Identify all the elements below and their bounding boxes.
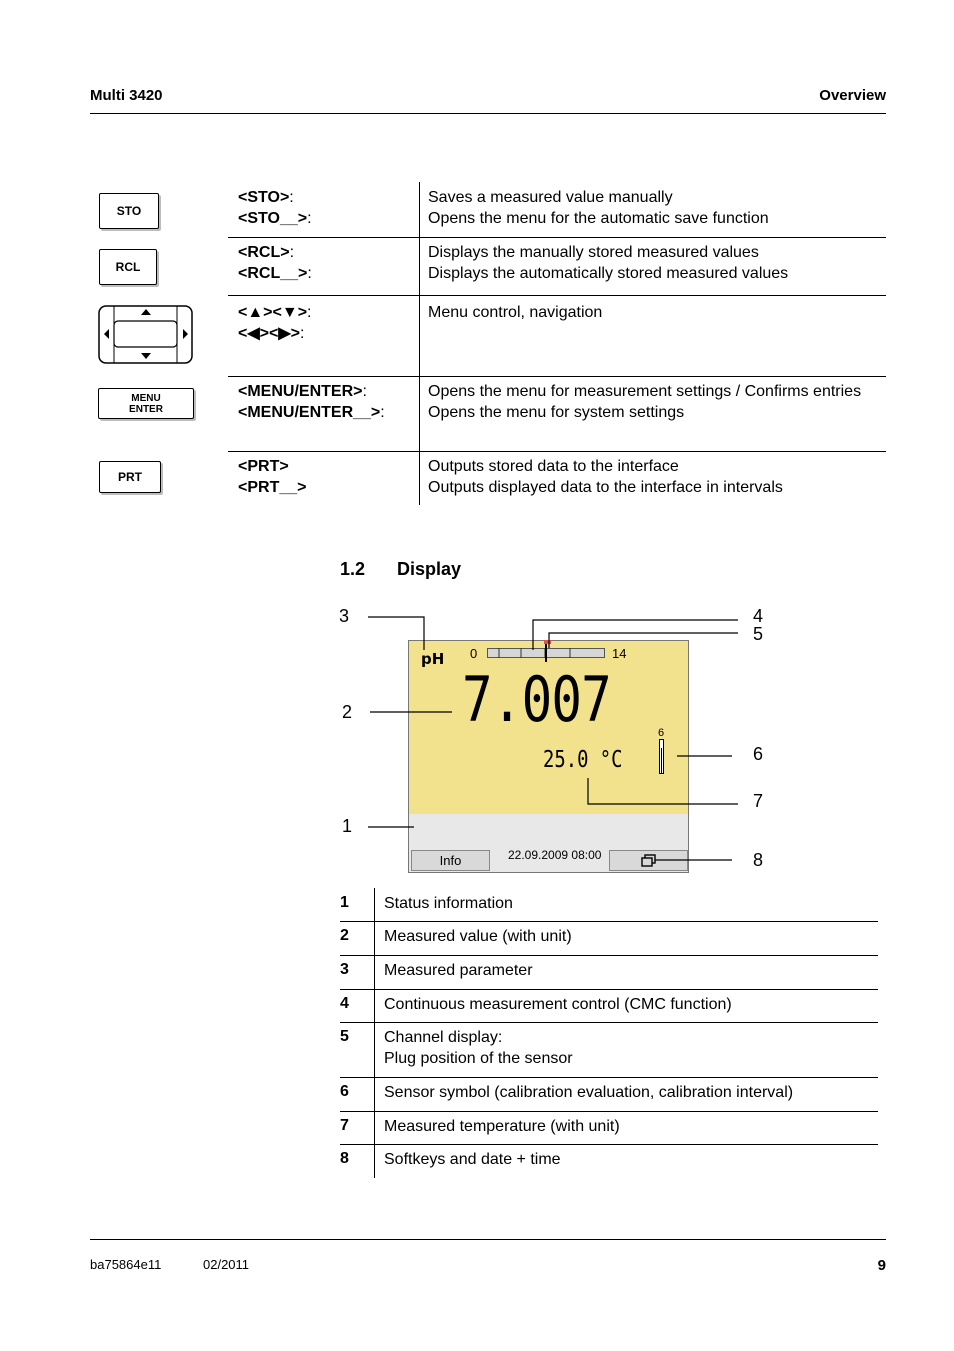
legend-row-divider bbox=[340, 1022, 878, 1023]
legend-row-divider bbox=[340, 1111, 878, 1112]
command-name: <MENU/ENTER__> bbox=[238, 404, 381, 421]
legend-number: 7 bbox=[340, 1117, 349, 1134]
command-name: <RCL__> bbox=[238, 265, 308, 282]
command-name: <RCL> bbox=[238, 244, 290, 261]
legend-number: 8 bbox=[340, 1150, 349, 1167]
description-line: Opens the menu for the automatic save function bbox=[428, 210, 769, 227]
command-suffix: : bbox=[289, 189, 294, 206]
description-line: Displays the automatically stored measured values bbox=[428, 265, 789, 282]
legend-text bbox=[384, 1027, 573, 1069]
description-line: Displays the manually stored measured values bbox=[428, 244, 759, 261]
legend-text: Sensor symbol (calibration evaluation, calibration interval) bbox=[384, 1084, 794, 1101]
command-name: <PRT> bbox=[238, 458, 289, 475]
header-section-title: Overview bbox=[819, 87, 886, 104]
callout-number: 5 bbox=[753, 624, 764, 644]
scale-min: 0 bbox=[470, 646, 478, 661]
legend-number: 4 bbox=[340, 995, 349, 1012]
description-line: Saves a measured value manually bbox=[428, 189, 673, 206]
callout-number: 3 bbox=[339, 606, 350, 626]
callout-number: 6 bbox=[753, 744, 764, 764]
description-line: Menu control, navigation bbox=[428, 304, 603, 321]
legend-text: Status information bbox=[384, 895, 513, 912]
legend-text: Measured value (with unit) bbox=[384, 928, 572, 945]
date-time: 22.09.2009 08:00 bbox=[508, 848, 602, 862]
command-suffix: : bbox=[299, 325, 305, 342]
command-name: <◀><▶> bbox=[238, 325, 300, 342]
footer-date: 02/2011 bbox=[203, 1257, 250, 1272]
measured-value: 7.007 bbox=[462, 663, 611, 736]
command-suffix: : bbox=[362, 383, 367, 400]
rcl-key-label: RCL bbox=[115, 260, 141, 274]
command-name: <STO> bbox=[238, 189, 290, 206]
section-title: Display bbox=[397, 559, 462, 579]
legend-text-line: Plug position of the sensor bbox=[384, 1050, 573, 1067]
command-suffix: : bbox=[289, 244, 295, 261]
sensor-mark: 6 bbox=[658, 727, 665, 739]
command-name: <STO__> bbox=[238, 210, 308, 227]
command-name: <MENU/ENTER> bbox=[238, 383, 363, 400]
page-number: 9 bbox=[877, 1257, 886, 1274]
command-suffix: : bbox=[307, 265, 312, 282]
footer-doc-id: ba75864e11 bbox=[90, 1257, 162, 1272]
legend-row-divider bbox=[340, 955, 878, 956]
callout-number: 4 bbox=[753, 606, 764, 626]
legend-text: Continuous measurement control (CMC function) bbox=[384, 996, 732, 1013]
description-line: Opens the menu for system settings bbox=[428, 404, 685, 421]
menu-key-label: MENU bbox=[131, 392, 161, 404]
command-name: <▲><▼> bbox=[238, 304, 308, 321]
callout-number: 8 bbox=[753, 850, 764, 870]
legend-column-divider bbox=[374, 888, 375, 1178]
command-suffix: : bbox=[307, 210, 312, 227]
legend-text: Softkeys and date + time bbox=[384, 1151, 561, 1168]
measured-temperature: 25.0 °C bbox=[543, 747, 623, 773]
legend-text: Measured parameter bbox=[384, 962, 533, 979]
legend-text: Measured temperature (with unit) bbox=[384, 1118, 620, 1135]
description-line: Outputs stored data to the interface bbox=[428, 458, 679, 475]
legend-row-divider bbox=[340, 1077, 878, 1078]
legend-text-line: Channel display: bbox=[384, 1029, 503, 1046]
command-suffix: : bbox=[307, 304, 312, 321]
parameter-label: pH bbox=[421, 650, 445, 668]
scale-max: 14 bbox=[612, 646, 627, 661]
legend-number: 2 bbox=[340, 927, 349, 944]
enter-key-label: ENTER bbox=[129, 403, 163, 415]
legend-number: 3 bbox=[340, 961, 349, 978]
legend-row-divider bbox=[340, 921, 878, 922]
callout-number: 7 bbox=[753, 791, 764, 811]
info-softkey-label: Info bbox=[439, 853, 462, 868]
command-name: <PRT__> bbox=[238, 479, 307, 496]
command-suffix: : bbox=[380, 404, 385, 421]
footer-rule bbox=[90, 1239, 886, 1240]
legend-row-divider bbox=[340, 1144, 878, 1145]
sto-key-label: STO bbox=[116, 204, 142, 218]
callout-number: 2 bbox=[342, 702, 353, 722]
description-line: Opens the menu for measurement settings / Confirms entries bbox=[428, 383, 862, 400]
legend-number: 5 bbox=[340, 1028, 349, 1045]
legend-number: 1 bbox=[340, 894, 349, 911]
legend-row-divider bbox=[340, 989, 878, 990]
header-doc-title: Multi 3420 bbox=[90, 87, 163, 104]
callout-number: 1 bbox=[342, 816, 353, 836]
section-number: 1.2 bbox=[340, 559, 366, 579]
prt-key-label: PRT bbox=[118, 470, 142, 484]
description-line: Outputs displayed data to the interface in intervals bbox=[428, 479, 783, 496]
legend-number: 6 bbox=[340, 1083, 349, 1100]
